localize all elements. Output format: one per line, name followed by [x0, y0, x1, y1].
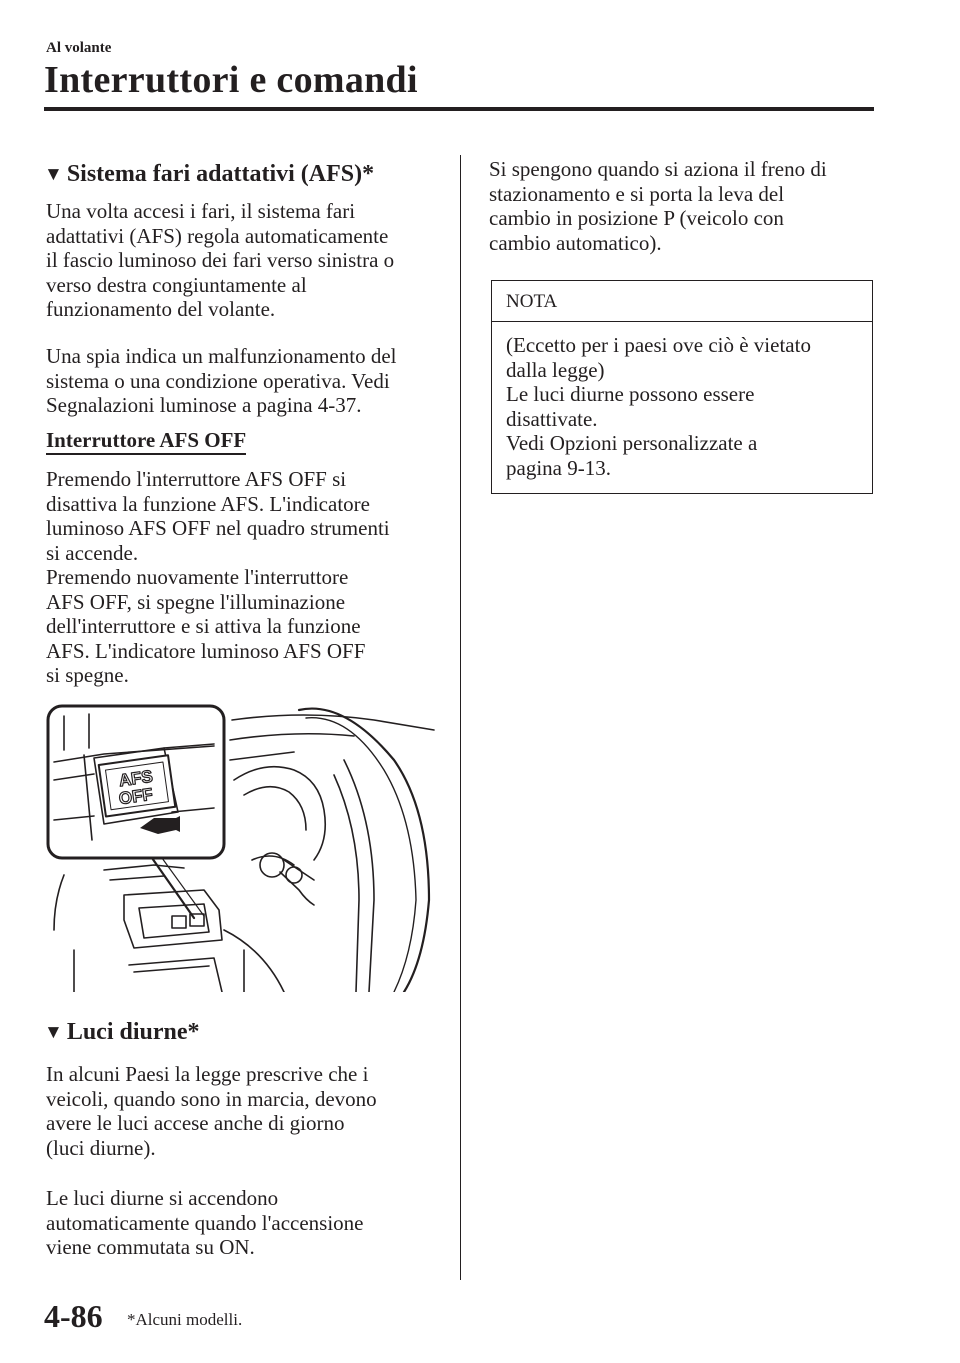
text-line: In alcuni Paesi la legge prescrive che i — [46, 1062, 369, 1086]
text-line: disattiva la funzione AFS. L'indicatore — [46, 491, 370, 516]
text-line: Vedi Opzioni personalizzate a — [506, 431, 758, 455]
drl-paragraph-1 — [46, 1062, 377, 1160]
text-line: Le luci diurne possono essere — [506, 382, 755, 406]
afs-off-subheading: Interruttore AFS OFF — [46, 428, 246, 455]
text-line: veicoli, quando sono in marcia, devono — [46, 1086, 377, 1111]
text-line: cambio in posizione P (veicolo con — [489, 206, 784, 230]
text-line: funzionamento del volante. — [46, 297, 276, 321]
text-line: verso destra congiuntamente al — [46, 272, 307, 297]
text-line: sistema o una condizione operativa. Vedi — [46, 368, 390, 393]
afs-paragraph-2 — [46, 344, 396, 418]
drl-heading — [44, 1017, 200, 1048]
text-line: avere le luci accese anche di giorno — [46, 1111, 345, 1135]
text-line: cambio automatico). — [489, 230, 662, 255]
page-number: 4-86 — [44, 1298, 103, 1334]
text-line: (Eccetto per i paesi ove ciò è vietato — [506, 333, 811, 357]
text-line: automaticamente quando l'accensione — [46, 1210, 364, 1235]
drl-paragraph-2 — [46, 1186, 363, 1260]
text-line: viene commutata su ON. — [46, 1235, 255, 1259]
text-line: Premendo nuovamente l'interruttore — [46, 565, 349, 589]
afs-switch-illustration — [44, 700, 436, 992]
text-line: Le luci diurne si accendono — [46, 1186, 279, 1210]
afs-paragraph-1 — [46, 199, 394, 322]
text-line: si spegne. — [46, 663, 129, 687]
text-line: luminoso AFS OFF nel quadro strumenti — [46, 516, 390, 540]
footnote: *Alcuni modelli. — [127, 1310, 243, 1329]
text-line: AFS OFF, si spegne l'illuminazione — [46, 589, 346, 614]
text-line: adattativi (AFS) regola automaticamente — [46, 223, 389, 248]
drl-heading-text: Luci diurne* — [66, 1019, 200, 1045]
note-separator — [492, 321, 872, 322]
note-title: NOTA — [506, 291, 558, 312]
text-line: pagina 9-13. — [506, 455, 611, 480]
text-line: disattivate. — [506, 406, 598, 431]
chapter-title: Interruttori e comandi — [44, 59, 418, 101]
text-line: AFS. L'indicatore luminoso AFS OFF — [46, 638, 366, 663]
text-line: Premendo l'interruttore AFS OFF si — [46, 467, 347, 491]
right-paragraph-1 — [489, 157, 827, 255]
text-line: dalla legge) — [506, 357, 605, 382]
afs-button-label-line2: OFF — [117, 784, 154, 809]
text-line: si accende. — [46, 540, 139, 565]
afs-button-label-line1: AFS — [117, 766, 154, 791]
text-line: Si spengono quando si aziona il freno di — [489, 157, 827, 181]
text-line: Una spia indica un malfunzionamento del — [46, 344, 397, 368]
afs-heading-text: Sistema fari adattativi (AFS)* — [66, 161, 375, 187]
section-kicker: Al volante — [46, 40, 112, 56]
afs-paragraph-3 — [46, 467, 390, 688]
triangle-down-icon: ▼ — [44, 1022, 63, 1043]
header-rule — [44, 107, 874, 111]
afs-heading — [44, 159, 374, 190]
text-line: (luci diurne). — [46, 1135, 156, 1160]
text-line: il fascio luminoso dei fari verso sinistra o — [46, 248, 395, 272]
note-box — [491, 280, 873, 494]
text-line: dell'interruttore e si attiva la funzione — [46, 614, 361, 638]
column-divider — [460, 155, 461, 1280]
triangle-down-icon: ▼ — [44, 164, 63, 185]
note-body — [506, 333, 811, 480]
text-line: Una volta accesi i fari, il sistema fari — [46, 199, 356, 223]
text-line: stazionamento e si porta la leva del — [489, 181, 785, 206]
text-line: Segnalazioni luminose a pagina 4-37. — [46, 393, 362, 417]
